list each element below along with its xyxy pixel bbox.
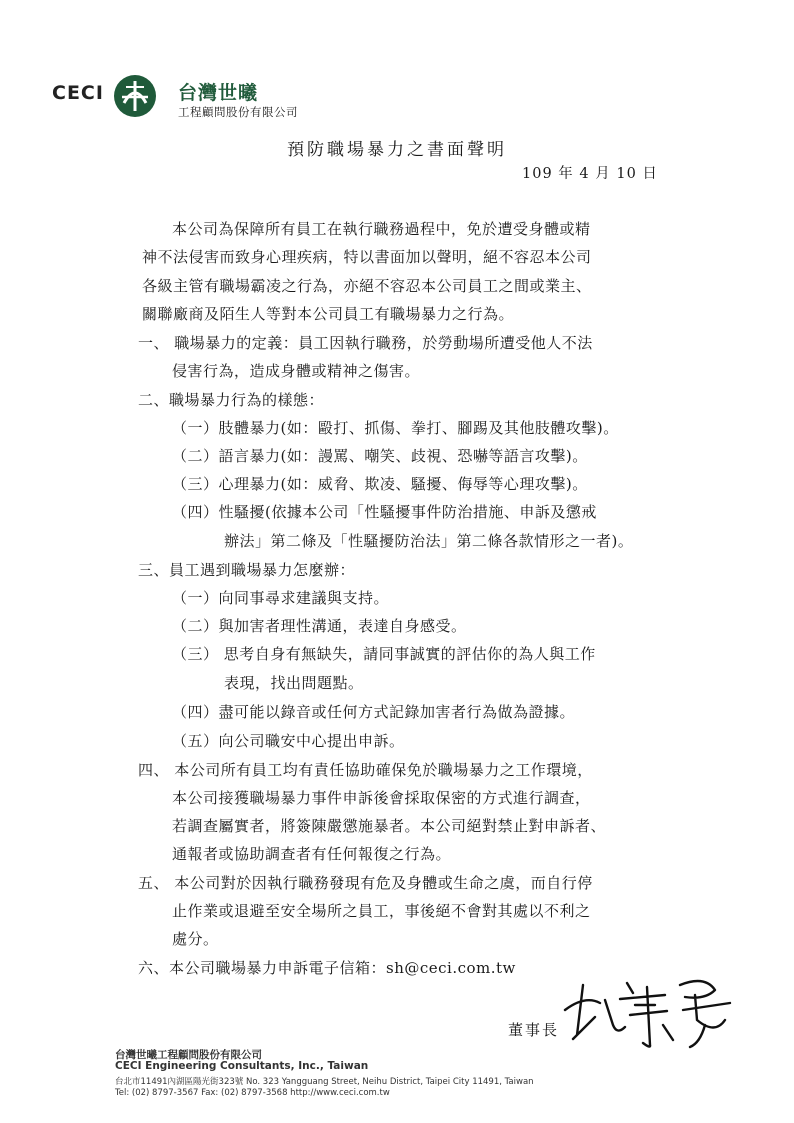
logo-text: CECI — [52, 82, 104, 104]
body-line: 關聯廠商及陌生人等對本公司員工有職場暴力之行為。 — [142, 305, 515, 323]
footer-address: 台北市11491內湖區陽光街323號 No. 323 Yangguang Street, Neihu District, Taipei City 11491, Taiwan — [115, 1077, 534, 1087]
body-line: 本公司為保障所有員工在執行職務過程中，免於遭受身體或精 — [172, 220, 591, 238]
body-line: （五）向公司職安中心提出申訴。 — [172, 732, 405, 750]
body-line: （三） 思考自身有無缺失，請同事誠實的評估你的為人與工作 — [172, 645, 596, 663]
body-line: 四、 本公司所有員工均有責任協助確保免於職場暴力之工作環境， — [138, 761, 593, 779]
body-line: 二、職場暴力行為的樣態： — [138, 391, 325, 409]
footer-company-en: CECI Engineering Consultants, Inc., Taiwan — [115, 1060, 369, 1072]
body-line: （四）性騷擾(依據本公司「性騷擾事件防治措施、申訴及懲戒 — [172, 503, 597, 521]
company-subtitle: 工程顧問股份有限公司 — [178, 105, 298, 119]
body-line: 若調查屬實者，將簽陳嚴懲施暴者。本公司絕對禁止對申訴者、 — [172, 817, 607, 835]
company-name-cn: 台灣世曦 — [178, 82, 259, 104]
body-line: 一、 職場暴力的定義：員工因執行職務，於勞動場所遭受他人不法 — [138, 334, 593, 352]
body-line: 六、本公司職場暴力申訴電子信箱：sh@ceci.com.tw — [138, 959, 516, 977]
body-line: 止作業或退避至安全場所之員工，事後絕不會對其處以不利之 — [172, 902, 591, 920]
footer-contact: Tel: (02) 8797-3567 Fax: (02) 8797-3568 http://www.ceci.com.tw — [115, 1088, 390, 1098]
body-line: （二）語言暴力(如：謾罵、嘲笑、歧視、恐嚇等語言攻擊)。 — [172, 447, 588, 465]
body-line: （二）與加害者理性溝通，表達自身感受。 — [172, 617, 467, 635]
body-line: （三）心理暴力(如：威脅、欺凌、騷擾、侮辱等心理攻擊)。 — [172, 475, 588, 493]
body-line: 三、員工遇到職場暴力怎麼辦： — [138, 561, 356, 579]
body-line: （一）向同事尋求建議與支持。 — [172, 589, 390, 607]
footer-company-cn: 台灣世曦工程顧問股份有限公司 — [115, 1049, 262, 1061]
body-line: （一）肢體暴力(如：毆打、抓傷、拳打、腳踢及其他肢體攻擊)。 — [172, 419, 619, 437]
body-line: 處分。 — [172, 930, 219, 948]
body-line: 辦法」第二條及「性騷擾防治法」第二條各款情形之一者)。 — [224, 532, 634, 550]
body-line: 侵害行為，造成身體或精神之傷害。 — [172, 362, 421, 380]
body-line: 五、 本公司對於因執行職務發現有危及身體或生命之虞，而自行停 — [138, 874, 593, 892]
document-date: 109 年 4 月 10 日 — [522, 166, 658, 182]
document-title: 預防職場暴力之書面聲明 — [287, 140, 507, 160]
body-line: 各級主管有職場霸凌之行為，亦絕不容忍本公司員工之間或業主、 — [142, 277, 592, 295]
signature-mark — [555, 965, 745, 1050]
body-line: 神不法侵害而致身心理疾病，特以書面加以聲明，絕不容忍本公司 — [142, 248, 592, 266]
signature-label: 董事長 — [508, 1021, 560, 1039]
globe-logo-icon — [112, 73, 158, 119]
body-line: 本公司接獲職場暴力事件申訴後會採取保密的方式進行調查， — [172, 789, 591, 807]
body-line: 表現，找出問題點。 — [224, 674, 364, 692]
body-line: 通報者或協助調查者有任何報復之行為。 — [172, 845, 452, 863]
body-line: （四）盡可能以錄音或任何方式記錄加害者行為做為證據。 — [172, 703, 576, 721]
